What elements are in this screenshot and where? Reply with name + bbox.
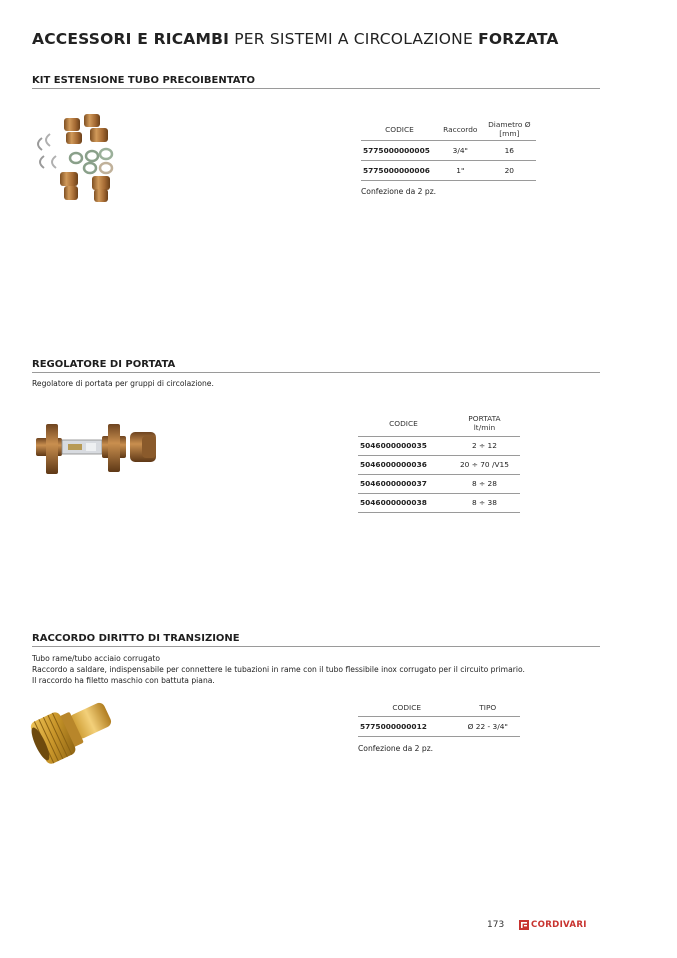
brand-name: CORDIVARI [531, 920, 587, 930]
raccordo-description-line-1: Tubo rame/tubo acciaio corrugato [32, 654, 161, 663]
regolatore-description: Regolatore di portata per gruppi di circolazione. [32, 379, 214, 388]
raccordo-description-line-3: Il raccordo ha filetto maschio con battuta piana. [32, 676, 215, 685]
regolatore-table [358, 411, 520, 513]
cell-tipo: Ø 22 - 3/4" [455, 716, 520, 736]
cordivari-logo-icon [519, 920, 529, 930]
cell-raccordo: 3/4" [438, 141, 483, 161]
raccordo-note: Confezione da 2 pz. [358, 744, 434, 753]
col-header-raccordo: Raccordo [438, 118, 483, 141]
raccordo-table [358, 699, 520, 737]
section-heading-raccordo: RACCORDO DIRITTO DI TRANSIZIONE [32, 633, 600, 647]
table-row [358, 493, 520, 512]
cell-portata: 8 ÷ 38 [449, 493, 520, 512]
cell-raccordo: 1" [438, 161, 483, 181]
cell-portata: 2 ÷ 12 [449, 436, 520, 455]
cell-codice: 5046000000035 [358, 436, 449, 455]
kit-estensione-product-image [30, 112, 118, 204]
page-title-bold-1: ACCESSORI E RICAMBI [32, 30, 230, 48]
section-heading-regolatore: REGOLATORE DI PORTATA [32, 359, 600, 373]
cell-codice: 5046000000038 [358, 493, 449, 512]
section-heading-kit-estensione: KIT ESTENSIONE TUBO PRECOIBENTATO [32, 75, 600, 89]
table-row [358, 474, 520, 493]
cell-portata: 20 ÷ 70 /V15 [449, 455, 520, 474]
col-header-diametro: Diametro Ø [mm] [483, 118, 536, 141]
table-row [358, 436, 520, 455]
col-header-portata: PORTATA lt/min [449, 411, 520, 436]
cell-diametro: 20 [483, 161, 536, 181]
col-header-codice: CODICE [358, 411, 449, 436]
page-title-bold-2: FORZATA [478, 30, 559, 48]
col-header-tipo: TIPO [455, 699, 520, 716]
cell-diametro: 16 [483, 141, 536, 161]
raccordo-product-image [30, 696, 116, 766]
page-title-regular: PER SISTEMI A CIRCOLAZIONE [229, 30, 479, 48]
brand-logo [519, 919, 587, 931]
col-header-codice: CODICE [358, 699, 455, 716]
table-row [358, 455, 520, 474]
cell-codice: 5046000000037 [358, 474, 449, 493]
regolatore-product-image [34, 420, 162, 480]
kit-estensione-table [361, 118, 536, 181]
cell-codice: 5775000000005 [361, 141, 438, 161]
page-number: 173 [487, 920, 505, 930]
cell-codice: 5775000000006 [361, 161, 438, 181]
col-header-codice: CODICE [361, 118, 438, 141]
cell-portata: 8 ÷ 28 [449, 474, 520, 493]
page-title [32, 30, 559, 48]
raccordo-description-line-2: Raccordo a saldare, indispensabile per connettere le tubazioni in rame con il tubo flessibile inox corrugato per il circuito primario. [32, 665, 525, 674]
table-row [361, 141, 536, 161]
cell-codice: 5775000000012 [358, 716, 455, 736]
table-row [358, 716, 520, 736]
cell-codice: 5046000000036 [358, 455, 449, 474]
table-row [361, 161, 536, 181]
kit-estensione-note: Confezione da 2 pz. [361, 187, 437, 196]
